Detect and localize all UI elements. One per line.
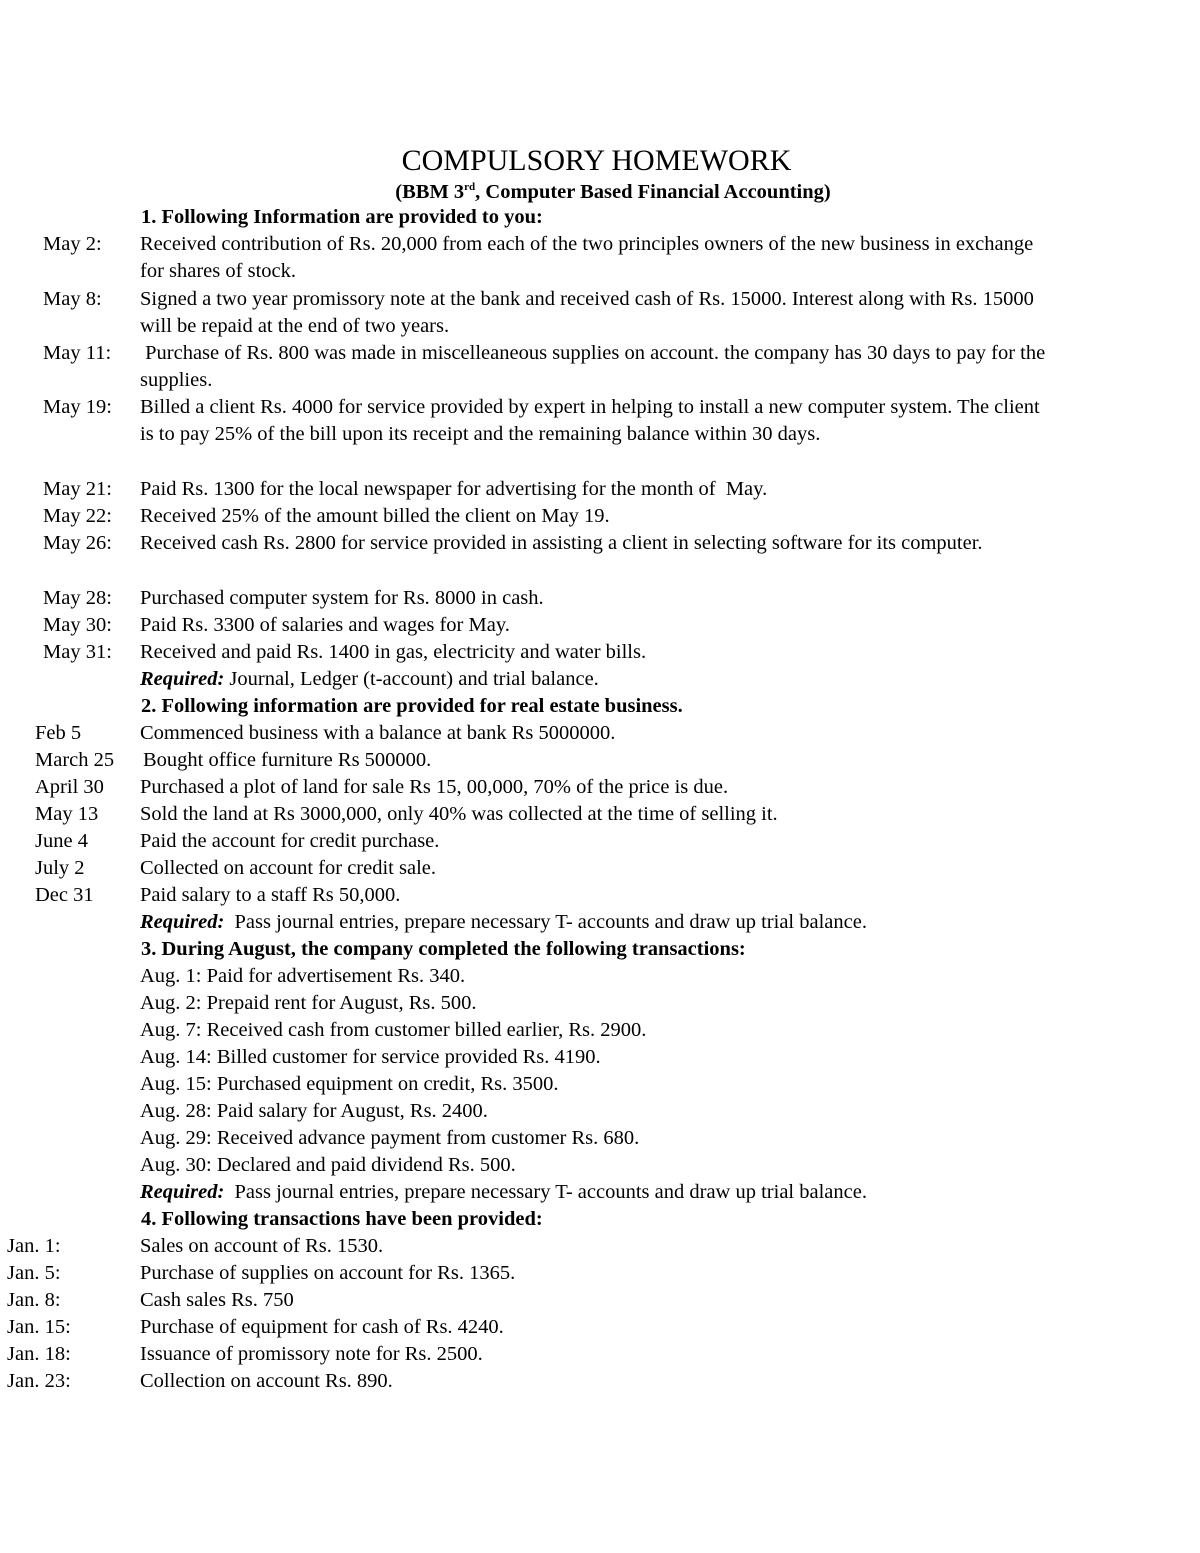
section-2-entry-text: Paid the account for credit purchase. [140,830,440,852]
required-text: Journal, Ledger (t-account) and trial balance. [224,668,599,690]
section-4-entry-text: Purchase of equipment for cash of Rs. 4240. [140,1316,504,1338]
section-1-entry-text: Received 25% of the amount billed the client on May 19. [140,505,610,527]
section-4-date: Jan. 8: [7,1289,61,1311]
section-2-date: July 2 [35,857,85,879]
section-4-heading: 4. Following transactions have been provided: [141,1208,543,1230]
section-1-entry-text: Paid Rs. 3300 of salaries and wages for May. [140,614,510,636]
section-4-date: Jan. 1: [7,1235,61,1257]
section-2-date: Feb 5 [35,722,82,744]
section-1-date: May 2: [43,233,102,255]
section-1-entry-text: Purchased computer system for Rs. 8000 in cash. [140,587,544,609]
section-4-date: Jan. 18: [7,1343,71,1365]
section-1-entry-text: Received and paid Rs. 1400 in gas, electricity and water bills. [140,641,647,663]
section-1-date: May 28: [43,587,112,609]
section-1-date: May 31: [43,641,112,663]
section-2-entry-text: Commenced business with a balance at bank Rs 5000000. [140,722,616,744]
section-1-date: May 26: [43,532,112,554]
document-subtitle [0,178,1200,206]
section-2-entry-text: Sold the land at Rs 3000,000, only 40% was collected at the time of selling it. [140,803,778,825]
section-1-date: May 11: [43,342,112,364]
section-4-date: Jan. 15: [7,1316,71,1338]
section-2-date: April 30 [35,776,104,798]
subtitle-superscript: rd [464,181,476,194]
section-1-date: May 21: [43,478,112,500]
section-2-entry-text: Collected on account for credit sale. [140,857,436,879]
section-2-date: March 25 [35,749,115,771]
section-1-entry-text: Paid Rs. 1300 for the local newspaper for advertising for the month of May. [140,478,768,500]
section-4-entry-text: Cash sales Rs. 750 [140,1289,294,1311]
section-3-entry: Aug. 15: Purchased equipment on credit, Rs. 3500. [140,1073,559,1095]
section-2-entry-text: Bought office furniture Rs 500000. [143,749,432,771]
section-1-date: May 8: [43,288,102,310]
document-title: COMPULSORY HOMEWORK [401,144,792,177]
required-label: Required: [140,1181,225,1203]
section-1-entry-text: Purchase of Rs. 800 was made in miscelleaneous supplies on account. the company has 30 days to pay for the supplies. [140,342,1051,391]
section-4-entry-text: Issuance of promissory note for Rs. 2500. [140,1343,483,1365]
section-1-date: May 19: [43,396,112,418]
section-1-entry-text: Billed a client Rs. 4000 for service provided by expert in helping to install a new computer system. The client is to pay 25% of the bill upon its receipt and the remaining balance within 30 days. [140,396,1040,445]
section-2-date: May 13 [35,803,99,825]
section-1-entry-text: Signed a two year promissory note at the bank and received cash of Rs. 15000. Interest along with Rs. 15000 will be repaid at the end of two years. [140,288,1034,337]
section-3-entry: Aug. 29: Received advance payment from customer Rs. 680. [140,1127,640,1149]
section-2-date: June 4 [35,830,88,852]
section-3-entry: Aug. 14: Billed customer for service provided Rs. 4190. [140,1046,601,1068]
section-3-required [140,1179,867,1206]
section-3-entry: Aug. 2: Prepaid rent for August, Rs. 500. [140,992,477,1014]
section-2-required [140,909,867,936]
section-1-required [140,666,599,693]
section-2-heading: 2. Following information are provided for real estate business. [141,695,683,717]
required-text: Pass journal entries, prepare necessary T- accounts and draw up trial balance. [224,911,867,933]
section-3-entry: Aug. 28: Paid salary for August, Rs. 2400. [140,1100,488,1122]
required-label: Required: [140,668,225,690]
required-label: Required: [140,911,225,933]
subtitle-prefix: (BBM 3 [395,181,465,203]
section-3-entry: Aug. 30: Declared and paid dividend Rs. 500. [140,1154,516,1176]
section-4-entry-text: Sales on account of Rs. 1530. [140,1235,384,1257]
section-4-entry-text: Purchase of supplies on account for Rs. 1365. [140,1262,516,1284]
section-3-entry: Aug. 1: Paid for advertisement Rs. 340. [140,965,466,987]
section-4-date: Jan. 23: [7,1370,71,1392]
section-3-heading: 3. During August, the company completed the following transactions: [141,938,746,960]
section-4-entry-text: Collection on account Rs. 890. [140,1370,393,1392]
section-2-entry-text: Paid salary to a staff Rs 50,000. [140,884,401,906]
section-1-date: May 22: [43,505,112,527]
section-1-entry-text: Received cash Rs. 2800 for service provided in assisting a client in selecting software for its computer. [140,532,983,554]
section-2-entry-text: Purchased a plot of land for sale Rs 15, 00,000, 70% of the price is due. [140,776,729,798]
required-text: Pass journal entries, prepare necessary T- accounts and draw up trial balance. [224,1181,867,1203]
section-3-entry: Aug. 7: Received cash from customer billed earlier, Rs. 2900. [140,1019,647,1041]
section-4-date: Jan. 5: [7,1262,61,1284]
section-1-heading: 1. Following Information are provided to you: [141,206,543,228]
section-2-date: Dec 31 [35,884,94,906]
subtitle-suffix: , Computer Based Financial Accounting) [475,181,831,203]
section-1-date: May 30: [43,614,112,636]
section-1-entry-text: Received contribution of Rs. 20,000 from each of the two principles owners of the new business in exchange for shares of stock. [140,233,1034,282]
